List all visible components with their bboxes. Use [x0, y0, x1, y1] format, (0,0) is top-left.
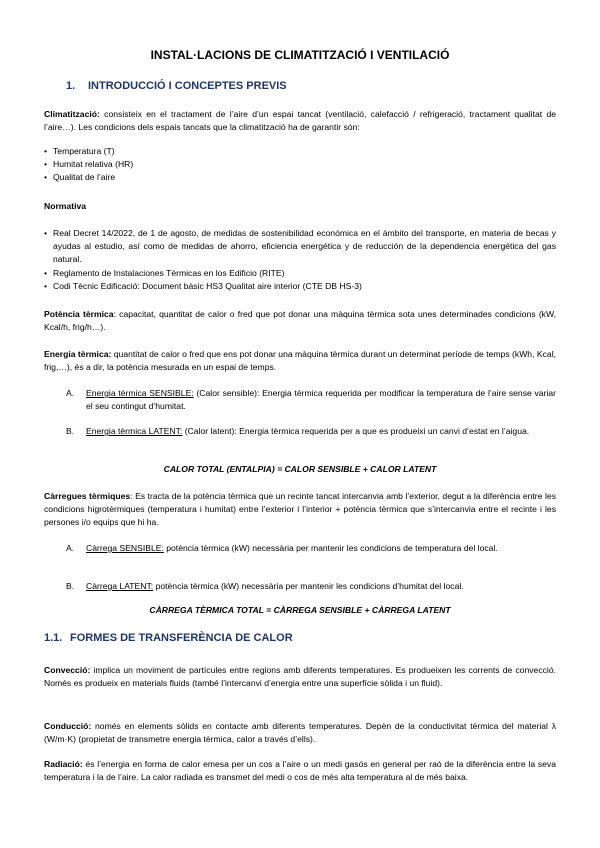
definition: potència tèrmica (kW) necessària per mantenir les condicions d’humitat del local. — [153, 581, 464, 591]
section-number: 1.1. — [44, 632, 63, 644]
conduccio-paragraph — [44, 720, 556, 746]
definition: implica un moviment de partícules entre regions amb diferents temperatures. Es produeixen les corrents de convecció. Només es produeix en materials fluids (també l’intercanvi d’energia entre una superfície sòlida i un fluid). — [44, 665, 556, 689]
document-title: INSTAL·LACIONS DE CLIMATITZACIÓ I VENTILACIÓ — [150, 48, 450, 62]
section-1-heading — [66, 80, 287, 93]
radiacio-paragraph — [44, 758, 556, 784]
section-title: INTRODUCCIÓ I CONCEPTES PREVIS — [88, 80, 287, 92]
energia-sensible-item — [66, 387, 556, 413]
list-item: • Temperatura (T) — [44, 145, 556, 158]
definition: quantitat de calor o fred que ens pot donar una màquina tèrmica durant un determinat període de temps (kWh, Kcal, frig,…), és a dir, la potència mesurada en un espai de temps. — [44, 349, 556, 373]
item-label: A. — [66, 543, 75, 553]
term: Energia tèrmica LATENT: — [86, 426, 183, 436]
definition: : Es tracta de la potència tèrmica que un recinte tancat intercanvia amb l’exterior, degut a la diferència entre les condicions higrotèrmiques (temperatura i humitat) entre l’exterior i l’interior + potència tèrmica que s’intercanvia entre el recinte i les persones i/o equips que hi ha. — [44, 491, 556, 528]
definition: és l’energia en forma de calor emesa per un cos a l’aire o un medi gasós en general per raó de la diferència entre la seva temperatura i la de l’aire. La calor radiada es transmet del medi o cos de més alta temperatura al de més baixa. — [44, 759, 556, 783]
definition: (Calor latent): Energia tèrmica requerida per a que es produeixi un canvi d’estat en l’aigua. — [182, 426, 530, 436]
list-item: • Reglamento de Instalaciones Térmicas en los Edificio (RITE) — [44, 267, 556, 280]
definition: : capacitat, quantitat de calor o fred que pot donar una màquina tèrmica sota unes determinades condicions (kW, Kcal/h, frig/h…). — [44, 309, 557, 333]
list-item: • Real Decret 14/2022, de 1 de agosto, de medidas de sostenibilidad económica en el ámbito del transporte, en materia de becas y ayudas al estudio, así como de medidas de ahorro, eficiencia energética y de reducción de la dependencia energética del gas natural. — [44, 227, 556, 267]
normativa-list — [44, 227, 556, 293]
section-1-1-heading — [44, 632, 293, 645]
carrega-sensible-item — [66, 542, 556, 555]
carrega-total-formula: CÀRREGA TÈRMICA TOTAL = CÀRREGA SENSIBLE + CÀRREGA LATENT — [149, 605, 451, 615]
definition: (Calor sensible): Energia tèrmica requerida per modificar la temperatura de l’aire sense variar el seu contingut d’humitat. — [86, 388, 556, 412]
list-item: • Humitat relativa (HR) — [44, 158, 556, 171]
term: Convecció: — [44, 665, 91, 675]
energia-latent-item — [66, 425, 556, 438]
term: Conducció: — [44, 721, 92, 731]
term: Càrrega LATENT: — [86, 581, 154, 591]
term: Radiació: — [44, 759, 83, 769]
term: Energia tèrmica SENSIBLE: — [86, 388, 194, 398]
potencia-paragraph — [44, 308, 556, 334]
conveccio-paragraph — [44, 664, 556, 690]
term: Climatització: — [44, 109, 100, 119]
definition: només en elements sòlids en contacte amb diferents temperatures. Depèn de la conductivitat tèrmica del material λ (W/m·K) (propietat de transmetre energia tèrmica, calor a través d’ells). — [44, 721, 556, 745]
term: Càrregues tèrmiques — [44, 491, 131, 501]
conditions-list — [44, 145, 556, 185]
section-number: 1. — [66, 80, 76, 92]
normativa-heading: Normativa — [44, 201, 87, 211]
definition: potència tèrmica (kW) necessària per mantenir les condicions de temperatura del local. — [163, 543, 498, 553]
carregues-paragraph — [44, 490, 556, 530]
list-item: • Qualitat de l’aire — [44, 171, 556, 184]
item-label: B. — [66, 581, 75, 591]
calor-total-formula: CALOR TOTAL (ENTALPIA) = CALOR SENSIBLE + CALOR LATENT — [163, 464, 437, 474]
carrega-latent-item — [66, 580, 556, 593]
term: Energia tèrmica: — [44, 349, 112, 359]
definition: consisteix en el tractament de l’aire d’un espai tancat (ventilació, calefacció / refrigeració, tractament qualitat de l’aire…). Les condicions dels espais tancats que la climatització ha de garantir són: — [44, 109, 556, 133]
list-item: • Codi Tècnic Edificació: Document bàsic HS3 Qualitat aire interior (CTE DB HS-3) — [44, 280, 556, 293]
energia-paragraph — [44, 348, 556, 374]
climatitzacio-paragraph — [44, 108, 556, 134]
term: Càrrega SENSIBLE: — [86, 543, 164, 553]
item-label: B. — [66, 426, 75, 436]
item-label: A. — [66, 388, 75, 398]
section-title: FORMES DE TRANSFERÈNCIA DE CALOR — [70, 632, 293, 644]
term: Potència tèrmica — [44, 309, 114, 319]
